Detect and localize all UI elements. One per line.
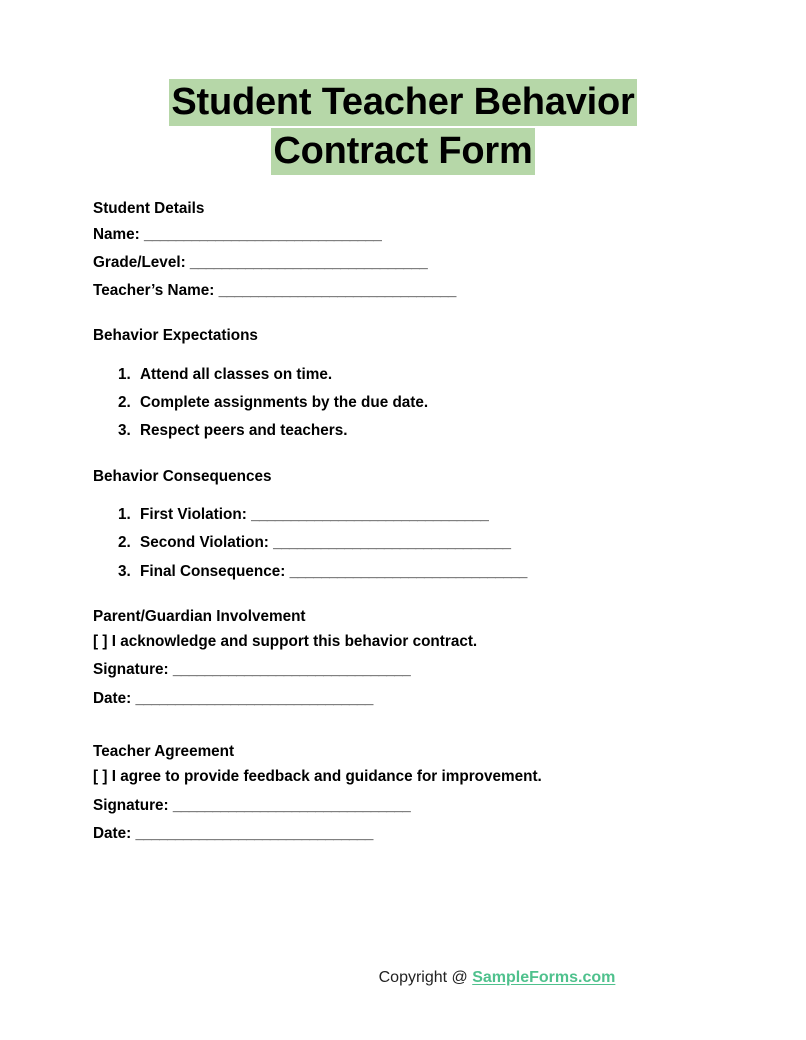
field-parent-date-blank[interactable]: ______________________________ [135, 689, 373, 707]
list-item [93, 564, 746, 579]
field-grade-level-blank[interactable]: ______________________________ [189, 253, 428, 271]
heading-parent-guardian: Parent/Guardian Involvement [93, 607, 306, 625]
heading-student-details: Student Details [93, 200, 205, 218]
field-teacher-signature [93, 798, 746, 813]
list-behavior-consequences [93, 507, 746, 579]
field-student-name-blank[interactable]: ______________________________ [144, 225, 382, 243]
list-item [93, 423, 746, 438]
field-student-name [93, 227, 746, 242]
field-grade-level-label: Grade/Level: [93, 253, 186, 271]
page-title [0, 0, 806, 175]
field-parent-signature-label: Signature: [93, 661, 169, 679]
consequence-blank-1[interactable]: ______________________________ [251, 505, 489, 523]
parent-acknowledgement-checkbox[interactable]: [ ] I acknowledge and support this behavior contract. [93, 633, 478, 651]
expectation-text-2: Complete assignments by the due date. [140, 394, 429, 412]
field-grade-level [93, 255, 746, 270]
field-parent-signature [93, 662, 746, 677]
teacher-agreement-checkbox[interactable]: [ ] I agree to provide feedback and guidance for improvement. [93, 768, 542, 786]
list-item [93, 395, 746, 410]
heading-behavior-consequences: Behavior Consequences [93, 467, 272, 485]
spacer-after-consequences [93, 592, 746, 609]
list-item [93, 507, 746, 522]
field-teacher-date-blank[interactable]: ______________________________ [135, 824, 373, 842]
consequence-label-1: First Violation: [140, 505, 247, 523]
title-line-2 [0, 127, 806, 176]
consequence-blank-2[interactable]: ______________________________ [273, 534, 511, 552]
field-parent-date-label: Date: [93, 689, 132, 707]
document-body [0, 175, 806, 841]
field-teacher-name-blank[interactable]: ______________________________ [218, 282, 456, 300]
field-teacher-date-label: Date: [93, 824, 132, 842]
field-teacher-name [93, 283, 746, 298]
spacer-after-parent-guardian [93, 719, 746, 744]
field-parent-signature-blank[interactable]: ______________________________ [172, 661, 411, 679]
field-teacher-signature-label: Signature: [93, 796, 169, 814]
list-item [93, 535, 746, 550]
field-student-name-label: Name: [93, 225, 140, 243]
consequence-blank-3[interactable]: ______________________________ [289, 562, 527, 580]
sampleforms-link[interactable]: SampleForms.com [472, 969, 616, 986]
field-teacher-date [93, 826, 746, 841]
field-teacher-signature-blank[interactable]: ______________________________ [172, 796, 411, 814]
list-behavior-expectations [93, 367, 746, 439]
title-line-2-text: Contract Form [271, 128, 534, 175]
spacer-after-student-details [93, 311, 746, 328]
consequence-label-2: Second Violation: [140, 534, 269, 552]
copyright-text: Copyright @ [378, 969, 473, 986]
expectation-text-3: Respect peers and teachers. [140, 422, 348, 440]
footer [0, 968, 806, 987]
list-item [93, 367, 746, 382]
heading-teacher-agreement: Teacher Agreement [93, 743, 235, 760]
consequence-label-3: Final Consequence: [140, 562, 286, 580]
field-teacher-name-label: Teacher’s Name: [93, 282, 215, 300]
title-line-1-text: Student Teacher Behavior [169, 79, 636, 126]
spacer-after-expectations [93, 452, 746, 469]
field-parent-date [93, 691, 746, 706]
title-line-1 [0, 78, 806, 127]
heading-behavior-expectations: Behavior Expectations [93, 327, 258, 345]
expectation-text-1: Attend all classes on time. [140, 365, 333, 383]
